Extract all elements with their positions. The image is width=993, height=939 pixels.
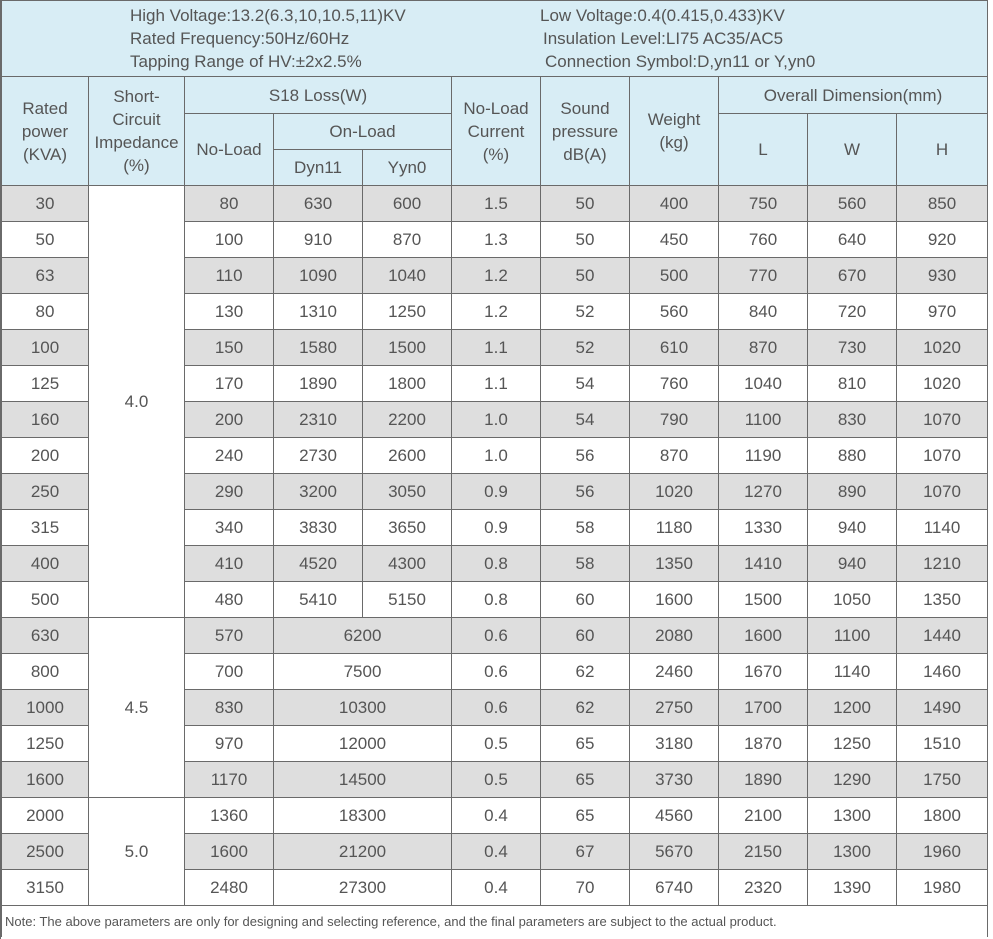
weight-cell: 4560: [630, 798, 719, 834]
note-text: Note: The above parameters are only for designing and selecting reference, and the final parameters are subject to the actual product.: [2, 906, 988, 938]
width-cell: 1300: [808, 834, 897, 870]
on-load-loss-header: On-Load: [274, 114, 452, 150]
weight-cell: 870: [630, 438, 719, 474]
rated-power-cell: 125: [2, 366, 89, 402]
rated-power-cell: 63: [2, 258, 89, 294]
weight-cell: 450: [630, 222, 719, 258]
rated-frequency-text: Rated Frequency:50Hz/60Hz: [130, 29, 350, 48]
dyn11-loss-cell: 5410: [274, 582, 363, 618]
rated-power-cell: 630: [2, 618, 89, 654]
length-cell: 760: [719, 222, 808, 258]
sound-pressure-cell: 50: [541, 186, 630, 222]
weight-cell: 610: [630, 330, 719, 366]
width-cell: 1300: [808, 798, 897, 834]
yyn0-loss-cell: 1250: [363, 294, 452, 330]
rated-power-cell: 500: [2, 582, 89, 618]
dyn11-loss-cell: 4520: [274, 546, 363, 582]
low-voltage-text: Low Voltage:0.4(0.415,0.433)KV: [540, 6, 785, 25]
no-load-current-cell: 0.5: [452, 726, 541, 762]
sound-pressure-cell: 60: [541, 618, 630, 654]
rated-power-cell: 1250: [2, 726, 89, 762]
width-cell: 830: [808, 402, 897, 438]
width-cell: 1390: [808, 870, 897, 906]
dyn11-loss-cell: 3200: [274, 474, 363, 510]
length-cell: 1870: [719, 726, 808, 762]
height-cell: 1070: [897, 438, 988, 474]
length-cell: 2100: [719, 798, 808, 834]
weight-cell: 2080: [630, 618, 719, 654]
height-cell: 1460: [897, 654, 988, 690]
sound-pressure-cell: 54: [541, 402, 630, 438]
no-load-current-cell: 0.9: [452, 474, 541, 510]
column-header-row-1: [2, 77, 988, 114]
rated-power-cell: 2500: [2, 834, 89, 870]
dyn11-loss-cell: 2730: [274, 438, 363, 474]
no-load-current-cell: 0.6: [452, 654, 541, 690]
rated-power-cell: 3150: [2, 870, 89, 906]
weight-header: Weight (kg): [630, 77, 719, 186]
no-load-loss-cell: 570: [185, 618, 274, 654]
sound-pressure-cell: 67: [541, 834, 630, 870]
dyn11-loss-cell: 1890: [274, 366, 363, 402]
no-load-loss-cell: 2480: [185, 870, 274, 906]
yyn0-loss-cell: 2600: [363, 438, 452, 474]
no-load-loss-cell: 110: [185, 258, 274, 294]
width-cell: 670: [808, 258, 897, 294]
no-load-loss-cell: 1600: [185, 834, 274, 870]
rated-power-cell: 315: [2, 510, 89, 546]
no-load-loss-cell: 340: [185, 510, 274, 546]
width-cell: 1140: [808, 654, 897, 690]
dyn11-loss-cell: 1580: [274, 330, 363, 366]
spec-right-column: [540, 4, 980, 73]
impedance-cell: 4.5: [89, 618, 185, 798]
no-load-current-cell: 0.8: [452, 546, 541, 582]
no-load-loss-cell: 240: [185, 438, 274, 474]
weight-cell: 560: [630, 294, 719, 330]
sound-pressure-cell: 58: [541, 510, 630, 546]
rated-power-cell: 80: [2, 294, 89, 330]
weight-cell: 1020: [630, 474, 719, 510]
rated-power-cell: 50: [2, 222, 89, 258]
table-row: [2, 186, 988, 222]
width-cell: 810: [808, 366, 897, 402]
width-cell: 1050: [808, 582, 897, 618]
sound-pressure-cell: 58: [541, 546, 630, 582]
table-row: [2, 798, 988, 834]
width-cell: 880: [808, 438, 897, 474]
length-cell: 1890: [719, 762, 808, 798]
length-cell: 1410: [719, 546, 808, 582]
yyn0-loss-cell: 4300: [363, 546, 452, 582]
no-load-current-cell: 0.4: [452, 798, 541, 834]
weight-cell: 3730: [630, 762, 719, 798]
weight-cell: 2750: [630, 690, 719, 726]
width-cell: 1250: [808, 726, 897, 762]
dyn11-loss-cell: 1310: [274, 294, 363, 330]
length-cell: 1700: [719, 690, 808, 726]
transformer-spec-table: [1, 0, 988, 937]
weight-cell: 5670: [630, 834, 719, 870]
sound-pressure-cell: 65: [541, 762, 630, 798]
length-cell: 1100: [719, 402, 808, 438]
width-cell: 1200: [808, 690, 897, 726]
height-cell: 1070: [897, 402, 988, 438]
loss-group-header: S18 Loss(W): [185, 77, 452, 114]
width-cell: 720: [808, 294, 897, 330]
on-load-loss-cell: 7500: [274, 654, 452, 690]
overall-dimension-header: Overall Dimension(mm): [719, 77, 988, 114]
length-cell: 1190: [719, 438, 808, 474]
on-load-loss-cell: 6200: [274, 618, 452, 654]
rated-power-cell: 200: [2, 438, 89, 474]
rated-power-cell: 250: [2, 474, 89, 510]
height-cell: 1510: [897, 726, 988, 762]
sound-pressure-cell: 52: [541, 294, 630, 330]
dyn11-loss-cell: 630: [274, 186, 363, 222]
on-load-loss-cell: 27300: [274, 870, 452, 906]
yyn0-loss-cell: 3050: [363, 474, 452, 510]
height-cell: 1960: [897, 834, 988, 870]
on-load-loss-cell: 10300: [274, 690, 452, 726]
no-load-loss-cell: 170: [185, 366, 274, 402]
dyn11-loss-cell: 1090: [274, 258, 363, 294]
no-load-current-cell: 1.5: [452, 186, 541, 222]
yyn0-header: Yyn0: [363, 150, 452, 186]
length-cell: 1270: [719, 474, 808, 510]
sound-pressure-cell: 56: [541, 438, 630, 474]
length-cell: 750: [719, 186, 808, 222]
height-cell: 1980: [897, 870, 988, 906]
height-cell: 970: [897, 294, 988, 330]
rated-power-header: Rated power (KVA): [2, 77, 89, 186]
tapping-range-text: Tapping Range of HV:±2x2.5%: [130, 52, 362, 71]
spec-summary: [2, 1, 988, 77]
width-cell: 560: [808, 186, 897, 222]
table-row: [2, 618, 988, 654]
on-load-loss-cell: 18300: [274, 798, 452, 834]
no-load-current-cell: 0.4: [452, 870, 541, 906]
no-load-loss-cell: 830: [185, 690, 274, 726]
width-cell: 940: [808, 510, 897, 546]
sound-pressure-cell: 62: [541, 654, 630, 690]
height-cell: 1210: [897, 546, 988, 582]
no-load-loss-cell: 1170: [185, 762, 274, 798]
no-load-current-cell: 1.1: [452, 330, 541, 366]
weight-cell: 3180: [630, 726, 719, 762]
sound-pressure-cell: 65: [541, 726, 630, 762]
no-load-current-cell: 0.5: [452, 762, 541, 798]
height-cell: 850: [897, 186, 988, 222]
height-cell: 1490: [897, 690, 988, 726]
height-header: H: [897, 114, 988, 186]
width-cell: 730: [808, 330, 897, 366]
spec-left-column: [130, 4, 540, 73]
rated-power-cell: 400: [2, 546, 89, 582]
no-load-loss-cell: 1360: [185, 798, 274, 834]
length-header: L: [719, 114, 808, 186]
rated-power-cell: 30: [2, 186, 89, 222]
rated-power-cell: 1600: [2, 762, 89, 798]
no-load-current-cell: 1.2: [452, 258, 541, 294]
rated-power-cell: 100: [2, 330, 89, 366]
no-load-loss-cell: 410: [185, 546, 274, 582]
height-cell: 1440: [897, 618, 988, 654]
length-cell: 1600: [719, 618, 808, 654]
no-load-current-cell: 1.0: [452, 402, 541, 438]
no-load-loss-cell: 700: [185, 654, 274, 690]
no-load-current-cell: 0.8: [452, 582, 541, 618]
rated-power-cell: 2000: [2, 798, 89, 834]
spec-header-row: [2, 1, 988, 77]
no-load-loss-cell: 130: [185, 294, 274, 330]
width-cell: 1290: [808, 762, 897, 798]
height-cell: 1020: [897, 366, 988, 402]
sound-pressure-cell: 60: [541, 582, 630, 618]
weight-cell: 1600: [630, 582, 719, 618]
sound-pressure-cell: 65: [541, 798, 630, 834]
insulation-level-text: Insulation Level:LI75 AC35/AC5: [543, 29, 784, 48]
on-load-loss-cell: 12000: [274, 726, 452, 762]
weight-cell: 1180: [630, 510, 719, 546]
width-header: W: [808, 114, 897, 186]
dyn11-loss-cell: 2310: [274, 402, 363, 438]
length-cell: 1670: [719, 654, 808, 690]
yyn0-loss-cell: 2200: [363, 402, 452, 438]
height-cell: 1140: [897, 510, 988, 546]
length-cell: 2320: [719, 870, 808, 906]
no-load-loss-cell: 150: [185, 330, 274, 366]
height-cell: 1070: [897, 474, 988, 510]
length-cell: 1330: [719, 510, 808, 546]
no-load-current-cell: 0.6: [452, 618, 541, 654]
rated-power-cell: 800: [2, 654, 89, 690]
weight-cell: 6740: [630, 870, 719, 906]
dyn11-loss-cell: 910: [274, 222, 363, 258]
no-load-current-cell: 1.1: [452, 366, 541, 402]
height-cell: 1750: [897, 762, 988, 798]
no-load-current-cell: 0.4: [452, 834, 541, 870]
sound-pressure-cell: 52: [541, 330, 630, 366]
yyn0-loss-cell: 5150: [363, 582, 452, 618]
impedance-cell: 4.0: [89, 186, 185, 618]
weight-cell: 2460: [630, 654, 719, 690]
rated-power-cell: 1000: [2, 690, 89, 726]
sound-pressure-header: Sound pressure dB(A): [541, 77, 630, 186]
sound-pressure-cell: 56: [541, 474, 630, 510]
no-load-current-cell: 0.9: [452, 510, 541, 546]
no-load-loss-cell: 290: [185, 474, 274, 510]
height-cell: 930: [897, 258, 988, 294]
length-cell: 840: [719, 294, 808, 330]
no-load-loss-header: No-Load: [185, 114, 274, 186]
no-load-loss-cell: 970: [185, 726, 274, 762]
no-load-loss-cell: 200: [185, 402, 274, 438]
no-load-loss-cell: 480: [185, 582, 274, 618]
weight-cell: 790: [630, 402, 719, 438]
length-cell: 1040: [719, 366, 808, 402]
length-cell: 2150: [719, 834, 808, 870]
height-cell: 1020: [897, 330, 988, 366]
yyn0-loss-cell: 3650: [363, 510, 452, 546]
yyn0-loss-cell: 1800: [363, 366, 452, 402]
length-cell: 770: [719, 258, 808, 294]
no-load-loss-cell: 100: [185, 222, 274, 258]
no-load-current-cell: 1.0: [452, 438, 541, 474]
connection-symbol-text: Connection Symbol:D,yn11 or Y,yn0: [545, 52, 816, 71]
sound-pressure-cell: 62: [541, 690, 630, 726]
note-row: [2, 906, 988, 938]
sound-pressure-cell: 50: [541, 258, 630, 294]
sound-pressure-cell: 50: [541, 222, 630, 258]
no-load-current-cell: 0.6: [452, 690, 541, 726]
weight-cell: 400: [630, 186, 719, 222]
length-cell: 870: [719, 330, 808, 366]
dyn11-loss-cell: 3830: [274, 510, 363, 546]
weight-cell: 500: [630, 258, 719, 294]
rated-power-cell: 160: [2, 402, 89, 438]
height-cell: 1800: [897, 798, 988, 834]
sound-pressure-cell: 70: [541, 870, 630, 906]
high-voltage-text: High Voltage:13.2(6.3,10,10.5,11)KV: [130, 6, 406, 25]
weight-cell: 1350: [630, 546, 719, 582]
yyn0-loss-cell: 870: [363, 222, 452, 258]
width-cell: 890: [808, 474, 897, 510]
weight-cell: 760: [630, 366, 719, 402]
no-load-current-cell: 1.2: [452, 294, 541, 330]
length-cell: 1500: [719, 582, 808, 618]
yyn0-loss-cell: 600: [363, 186, 452, 222]
width-cell: 640: [808, 222, 897, 258]
sound-pressure-cell: 54: [541, 366, 630, 402]
dyn11-header: Dyn11: [274, 150, 363, 186]
no-load-current-cell: 1.3: [452, 222, 541, 258]
width-cell: 1100: [808, 618, 897, 654]
yyn0-loss-cell: 1040: [363, 258, 452, 294]
height-cell: 920: [897, 222, 988, 258]
height-cell: 1350: [897, 582, 988, 618]
no-load-loss-cell: 80: [185, 186, 274, 222]
width-cell: 940: [808, 546, 897, 582]
yyn0-loss-cell: 1500: [363, 330, 452, 366]
impedance-cell: 5.0: [89, 798, 185, 906]
impedance-header: Short- Circuit Impedance (%): [89, 77, 185, 186]
on-load-loss-cell: 14500: [274, 762, 452, 798]
on-load-loss-cell: 21200: [274, 834, 452, 870]
no-load-current-header: No-Load Current (%): [452, 77, 541, 186]
